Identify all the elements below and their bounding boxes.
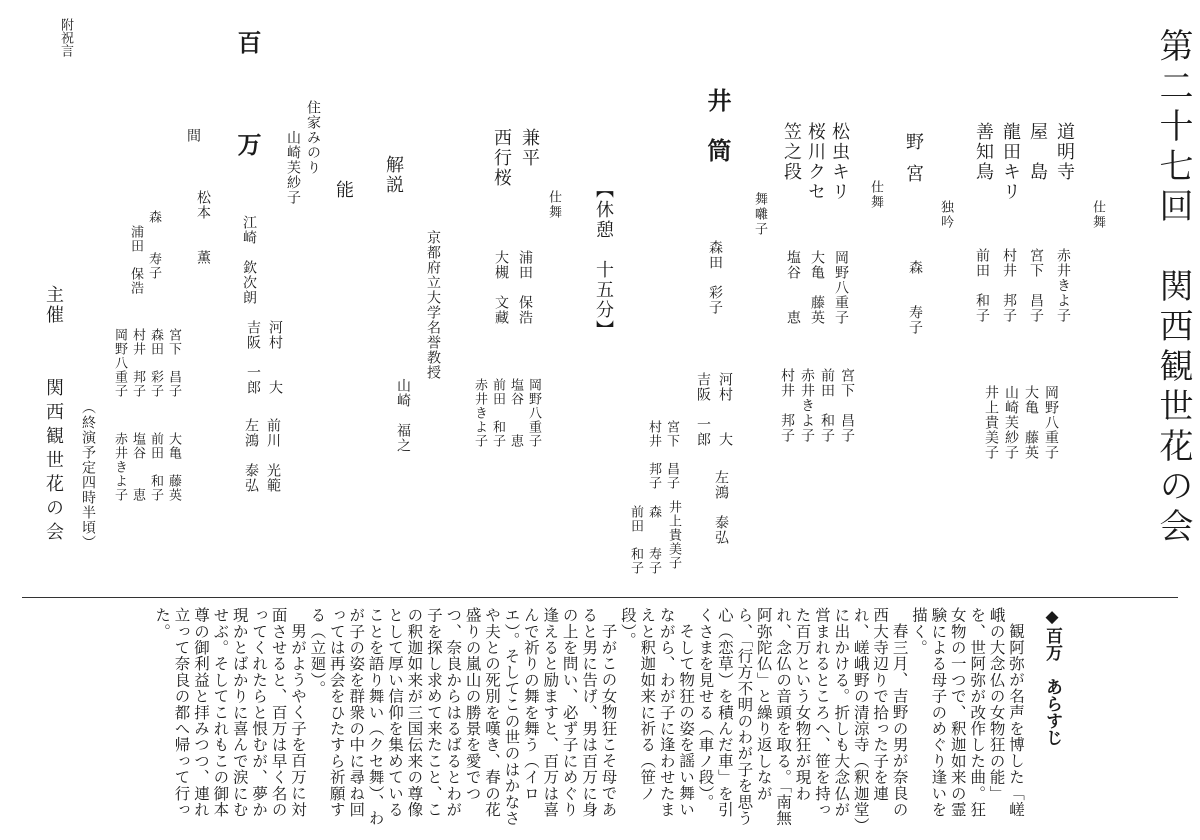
shimai2-category: 仕舞 — [868, 180, 883, 210]
shimai2-play-3: 笠之段 — [781, 122, 802, 182]
kaisetsu-category: 解説 — [383, 155, 404, 195]
noh-hayashi-1: 河村 大 — [267, 320, 283, 395]
noh-hayashi-3: 前川 光範 — [265, 418, 281, 493]
shimai-shite-1: 赤井きよ子 — [1055, 248, 1071, 323]
maibayashi-category: 舞囃子 — [752, 192, 767, 237]
noh-waki: 江崎 欽次朗 — [241, 215, 257, 305]
maibayashi-jiutai-4: 井上貴美子 — [666, 500, 681, 570]
noh-jiutai-5: 大亀 藤英 — [166, 432, 181, 502]
shimai3-play-2: 西行桜 — [491, 128, 512, 188]
synopsis-paragraph: 春三月、吉野の男が奈良の西大寺辺りで拾った子を連れ、嵯峨野の清涼寺（釈迦堂）に出かける。折しも大念仏が営まれるところへ、笹を持った百万という女物狂が現われ、念仏の音頭を取る。「南無阿弥陀仏」と繰り返しながら、「行方不明のわが子を思う心（恋草）を積んだ車」を引くさまを見せる（車ノ段）。 — [696, 607, 909, 827]
shimai2-jiutai-2: 前田 和子 — [819, 368, 835, 443]
shimai2-shite-1: 岡野八重子 — [833, 250, 849, 325]
noh-jiutai-6: 前田 和子 — [148, 432, 163, 502]
shimai-play-3: 龍田キリ — [1000, 122, 1021, 202]
noh-koken-1: 森 寿子 — [146, 210, 161, 280]
shimai-shite-3: 村井 邦子 — [1001, 248, 1017, 323]
noh-play-char2: 万 — [233, 132, 262, 156]
shimai3-shite-1: 浦田 保浩 — [517, 250, 533, 325]
shimai3-category: 仕舞 — [546, 190, 561, 220]
shimai-play-2: 屋 島 — [1027, 122, 1048, 182]
shimai-category: 仕舞 — [1090, 200, 1105, 230]
shimai2-jiutai-1: 宮下 昌子 — [839, 368, 855, 443]
synopsis-paragraph: 男がようやく子を百万に対面させると、百万は早く名のってくれたらと恨むが、夢か現かとばかりに喜んで涙にむせぶ。そしてこれもこの御本尊の御利益と拝みつつ、連れ立って奈良の都へ帰って行った。 — [153, 607, 307, 818]
dokugin-category: 独吟 — [938, 200, 953, 230]
shimai3-jiutai-3: 前田 和子 — [490, 378, 505, 448]
fushugen: 附祝言 — [58, 18, 73, 57]
noh-koken-2: 浦田 保浩 — [128, 225, 143, 295]
kaisetsu-affiliation: 京都府立大学名誉教授 — [425, 230, 441, 380]
dokugin-play: 野宮 — [903, 132, 924, 196]
dokugin-performer: 森 寿子 — [907, 260, 923, 335]
noh-jiutai-2: 森田 彩子 — [148, 328, 163, 398]
shimai3-jiutai-4: 赤井きよ子 — [472, 378, 487, 448]
synopsis-paragraph: 観阿弥が名声を博した「嵯峨の大念仏の女物狂の能」を、世阿弥が改作した曲。狂女物の一つで、釈迦如来の霊験による母子のめぐり逢いを描く。 — [909, 607, 1025, 818]
shimai3-play-1: 兼平 — [519, 128, 540, 168]
maibayashi-hayashi-3: 左鴻 泰弘 — [713, 470, 729, 545]
noh-jiutai-7: 塩谷 恵 — [130, 432, 145, 502]
shimai2-jiutai-3: 赤井きよ子 — [799, 368, 815, 443]
page-title: 第二十七回 関西観世花の会 — [1153, 28, 1193, 548]
end-time: （終演予定四時半頃） — [80, 400, 96, 550]
noh-jiutai-8: 赤井きよ子 — [112, 432, 127, 502]
maibayashi-shite: 森田 彩子 — [707, 240, 723, 315]
shimai-jiutai-2: 大亀 藤英 — [1023, 385, 1039, 460]
synopsis-paragraph: そして物狂の姿を謡い舞いながら、わが子に逢わせたまえと釈迦如来に祈る（笹ノ段）。 — [618, 607, 696, 818]
shimai-shite-4: 前田 和子 — [974, 248, 990, 323]
shimai2-play-1: 松虫キリ — [829, 122, 850, 202]
noh-hayashi-2: 吉阪 一郎 — [245, 320, 261, 395]
noh-jiutai-3: 村井 邦子 — [130, 328, 145, 398]
shimai-shite-2: 宮下 昌子 — [1028, 248, 1044, 323]
noh-hayashi-4: 左鴻 泰弘 — [243, 418, 259, 493]
shimai-jiutai-1: 岡野八重子 — [1043, 385, 1059, 460]
synopsis-heading: ◆百万 あらすじ — [1042, 607, 1062, 746]
noh-cast-2: 山崎芙紗子 — [285, 130, 301, 205]
noh-ai: 松本 薫 — [195, 190, 211, 265]
noh-category: 能 — [333, 180, 354, 200]
noh-jiutai-1: 宮下 昌子 — [166, 328, 181, 398]
shimai-jiutai-3: 山崎芙紗子 — [1003, 385, 1019, 460]
shimai2-shite-3: 塩谷 恵 — [785, 250, 801, 325]
shimai-jiutai-4: 井上貴美子 — [983, 385, 999, 460]
maibayashi-hayashi-1: 河村 大 — [717, 372, 733, 447]
noh-cast-1: 住家みのり — [305, 100, 321, 175]
maibayashi-jiutai-2: 村井 邦子 — [646, 420, 661, 490]
shimai2-jiutai-4: 村井 邦子 — [779, 368, 795, 443]
noh-play-char1: 百 — [233, 30, 262, 54]
shimai-play-1: 道明寺 — [1054, 122, 1075, 182]
synopsis-paragraph: 子がこの女物狂こそ母であると男に告げ、男は百万に身の上を問い、必ず子にめぐり逢えると励ますと、百万は喜んで祈りの舞を舞う（イロエ）。そしてこの世のはかなさや夫との死別を嘆き、春の花盛りの嵐山の勝景を愛でつつ、奈良からはるばるとわが子を探し求めて来たこと、この釈迦如来が三国伝来の尊像として厚い信仰を集めていることを語り舞い（クセ舞）、わが子の姿を群衆の中に尋ね回っては再会をひたすら祈願する（立廻）。 — [308, 607, 618, 827]
shimai-play-4: 善知鳥 — [973, 122, 994, 182]
maibayashi-jiutai-5: 森 寿子 — [646, 505, 661, 575]
shimai3-shite-2: 大槻 文藏 — [493, 250, 509, 325]
noh-jiutai-4: 岡野八重子 — [112, 328, 127, 398]
shimai3-jiutai-1: 岡野八重子 — [526, 378, 541, 448]
maibayashi-jiutai-1: 宮下 昌子 — [664, 420, 679, 490]
kaisetsu-name: 山崎 福之 — [395, 378, 411, 453]
maibayashi-hayashi-2: 吉阪 一郎 — [695, 372, 711, 447]
shimai2-shite-2: 大亀 藤英 — [809, 250, 825, 325]
synopsis-body — [25, 607, 1025, 829]
noh-ai-label: 間 — [185, 128, 201, 143]
section-divider — [22, 597, 1178, 598]
shimai3-jiutai-2: 塩谷 恵 — [508, 378, 523, 448]
maibayashi-jiutai-3: 前田 和子 — [628, 505, 643, 575]
shusai-label: 主催 — [43, 285, 64, 325]
maibayashi-play: 井筒 — [703, 88, 732, 188]
intermission: 【休憩 十五分】 — [593, 180, 614, 340]
shusai-name: 関西観世花の会 — [43, 378, 64, 546]
shimai2-play-2: 桜川クセ — [805, 122, 826, 202]
